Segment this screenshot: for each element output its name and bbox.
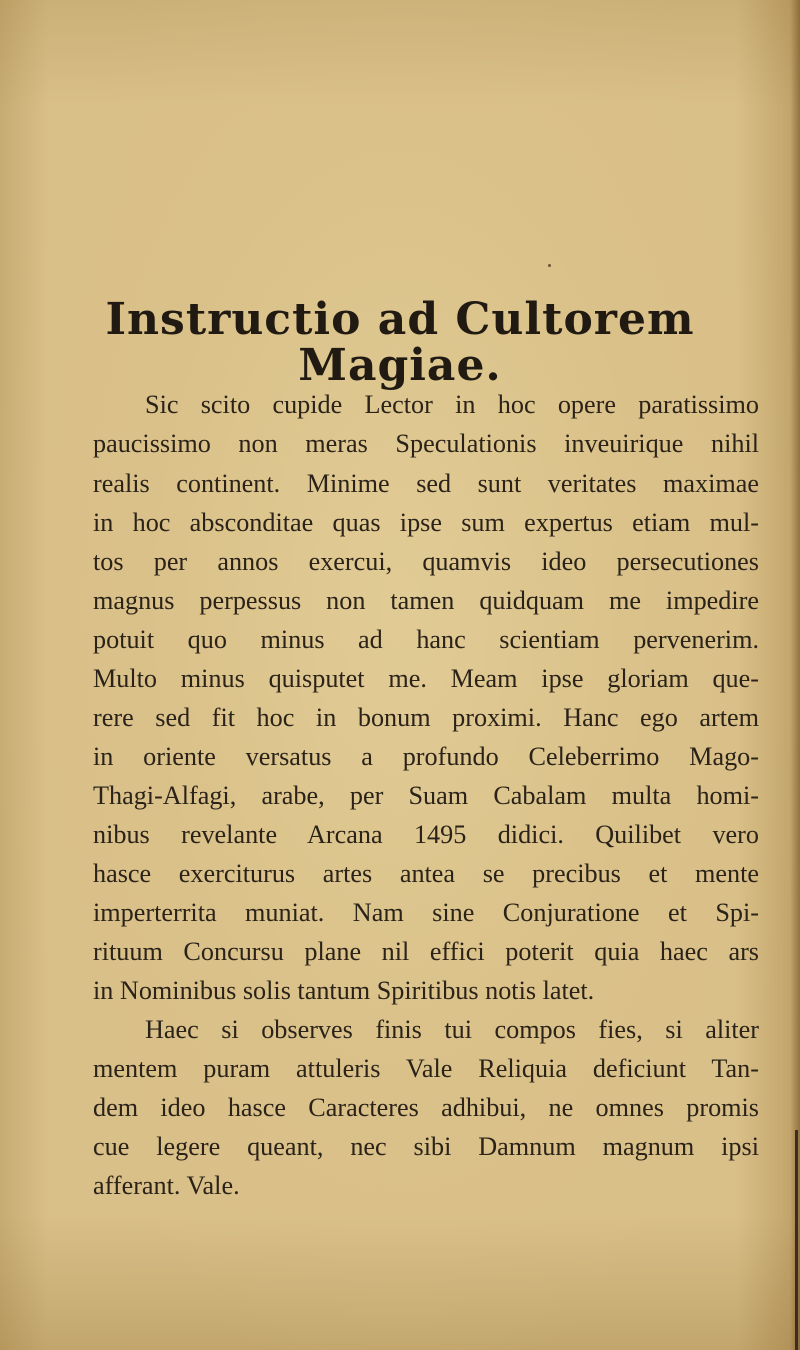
text-line: Haec si observes finis tui compos fies, si aliter — [145, 1015, 759, 1044]
text-line: Multo minus quisputet me. Meam ipse gloriam que- — [93, 664, 759, 693]
text-line: in hoc absconditae quas ipse sum expertus etiam mul- — [93, 508, 759, 537]
text-line: nibus revelante Arcana 1495 didici. Quilibet vero — [93, 820, 759, 849]
text-line: tos per annos exercui, quamvis ideo persecutiones — [93, 547, 759, 576]
text-line: realis continent. Minime sed sunt veritates maximae — [93, 469, 759, 498]
text-line: rere sed fit hoc in bonum proximi. Hanc ego artem — [93, 703, 759, 732]
title-line-1: Instructio ad Cultorem — [105, 294, 695, 345]
text-line: magnus perpessus non tamen quidquam me impedire — [93, 586, 759, 615]
text-line: potuit quo minus ad hanc scientiam pervenerim. — [93, 625, 759, 654]
text-line: imperterrita muniat. Nam sine Conjuratione et Spi- — [93, 898, 759, 927]
title-line-2: Magiae. — [298, 340, 502, 391]
text-line: dem ideo hasce Caracteres adhibui, ne omnes promis — [93, 1093, 759, 1122]
ink-speck — [548, 264, 551, 267]
text-line: in oriente versatus a profundo Celeberrimo Mago- — [93, 742, 759, 771]
text-line: cue legere queant, nec sibi Damnum magnum ipsi — [93, 1132, 759, 1161]
text-line: rituum Concursu plane nil effici poterit quia haec ars — [93, 937, 759, 966]
text-line: Thagi-Alfagi, arabe, per Suam Cabalam multa homi- — [93, 781, 759, 810]
text-line: mentem puram attuleris Vale Reliquia deficiunt Tan- — [93, 1054, 759, 1083]
page-edge-line — [795, 1130, 798, 1350]
text-line: Sic scito cupide Lector in hoc opere paratissimo — [145, 390, 759, 419]
text-line: in Nominibus solis tantum Spiritibus notis latet. — [93, 976, 595, 1005]
text-line: hasce exerciturus artes antea se precibus et mente — [93, 859, 759, 888]
text-line: paucissimo non meras Speculationis inveuirique nihil — [93, 429, 759, 458]
text-line: afferant. Vale. — [93, 1171, 240, 1200]
